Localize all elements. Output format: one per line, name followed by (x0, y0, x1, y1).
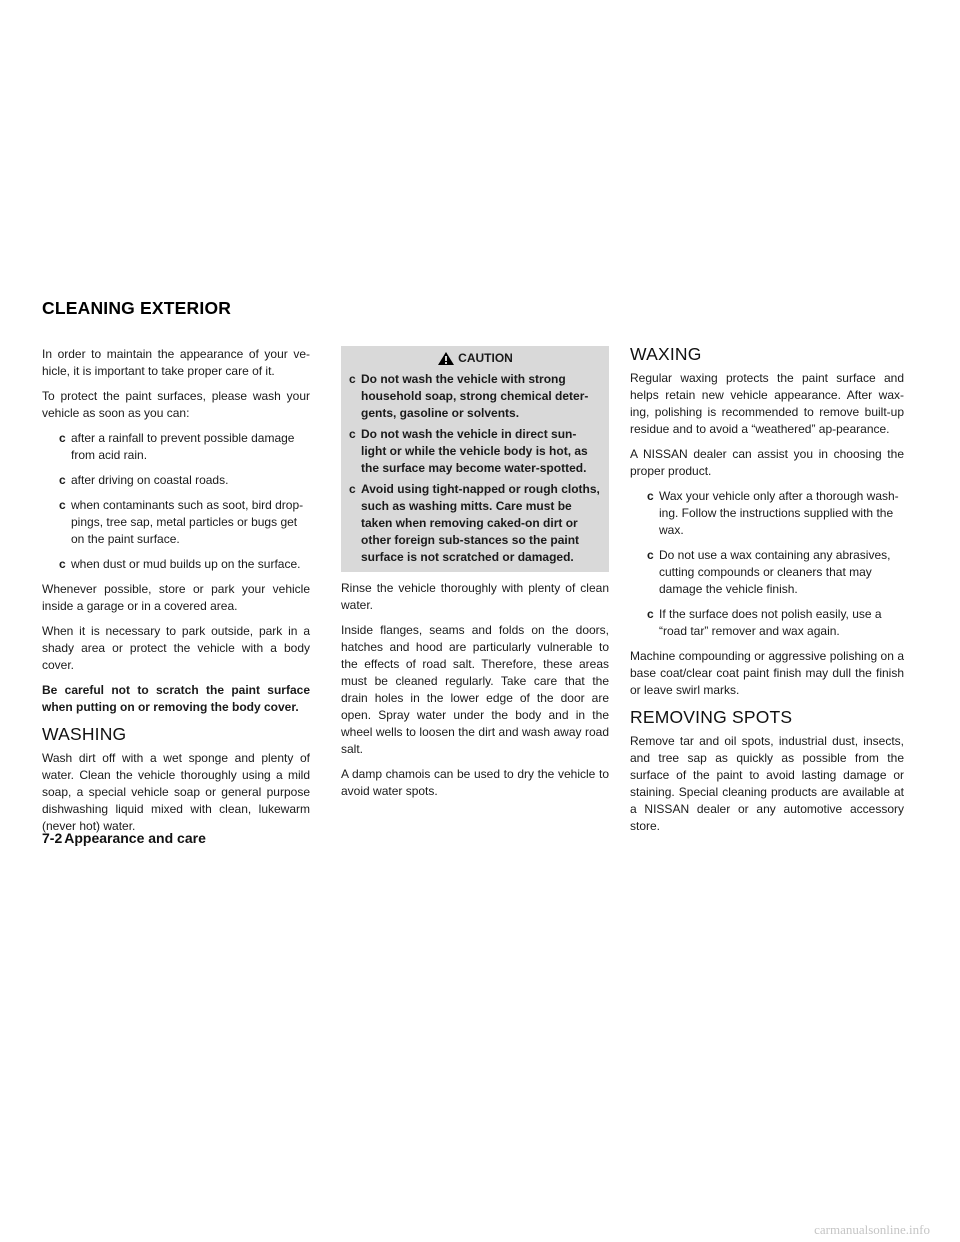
park-outside-paragraph: When it is necessary to park outside, park in a shady area or protect the vehicle with a body cover. (42, 624, 310, 672)
chapter-title: Appearance and care (64, 830, 206, 846)
protect-paragraph: To protect the paint surfaces, please wash your vehicle as soon as you can: (42, 389, 310, 420)
bullet-icon: c (647, 489, 654, 503)
bullet-icon: c (59, 557, 66, 571)
column-left (42, 346, 310, 843)
list-item: c after a rainfall to prevent possible damage from acid rain. (59, 431, 295, 462)
list-item: c after driving on coastal roads. (59, 473, 229, 487)
intro-paragraph: In order to maintain the appearance of your ve-hicle, it is important to take proper care of it. (42, 347, 310, 378)
washing-heading: WASHING (42, 724, 127, 744)
bullet-icon: c (647, 548, 654, 562)
bullet-icon: c (349, 427, 356, 441)
caution-item: c Avoid using tight-napped or rough cloths, such as washing mitts. Care must be taken when removing caked-on dirt or other foreign sub-stances so the paint surface is not scratched or damaged. (349, 482, 600, 564)
washing-paragraph: Wash dirt off with a wet sponge and plenty of water. Clean the vehicle thoroughly using a mild soap, a special vehicle soap or general purpose dishwashing liquid mixed with clean, lukewarm (never hot) water. (42, 751, 310, 833)
section-title: CLEANING EXTERIOR (42, 298, 232, 318)
waxing-heading: WAXING (630, 344, 702, 364)
rinse-paragraph: Rinse the vehicle thoroughly with plenty of clean water. (341, 581, 609, 612)
bullet-icon: c (349, 482, 356, 496)
chamois-paragraph: A damp chamois can be used to dry the vehicle to avoid water spots. (341, 767, 609, 798)
caution-label: CAUTION (458, 351, 513, 365)
caution-box (341, 346, 609, 572)
column-middle (341, 346, 609, 808)
warning-icon (437, 351, 455, 366)
caution-item: c Do not wash the vehicle with strong household soap, strong chemical deter-gents, gasoline or solvents. (349, 372, 589, 420)
list-item: c when contaminants such as soot, bird drop-pings, tree sap, metal particles or bugs get on the paint surface. (59, 498, 304, 546)
scratch-warning: Be careful not to scratch the paint surface when putting on or removing the body cover. (42, 683, 310, 714)
store-paragraph: Whenever possible, store or park your vehicle inside a garage or in a covered area. (42, 582, 310, 613)
caution-header (349, 350, 601, 367)
bullet-icon: c (647, 607, 654, 621)
page-number: 7-2 (42, 830, 63, 846)
bullet-icon: c (59, 498, 66, 512)
column-right (630, 346, 904, 843)
spots-paragraph: Remove tar and oil spots, industrial dust, insects, and tree sap as quickly as possible from the surface of the paint to avoid lasting damage or staining. Special cleaning products are available at a NISSAN dealer or any automotive accessory store. (630, 734, 904, 833)
bullet-icon: c (59, 431, 66, 445)
page-footer (42, 830, 206, 846)
waxing-paragraph: Regular waxing protects the paint surface and helps retain new vehicle appearance. After wax-ing, polishing is recommended to remove built-up residue and to avoid a “weathered” ap-pearance. (630, 371, 904, 436)
watermark: carmanualsonline.info (814, 1222, 930, 1237)
removing-spots-heading: REMOVING SPOTS (630, 707, 793, 727)
bullet-icon: c (59, 473, 66, 487)
list-item: c Do not use a wax containing any abrasives, cutting compounds or cleaners that may damage the vehicle finish. (647, 548, 891, 596)
road-salt-paragraph: Inside flanges, seams and folds on the doors, hatches and hood are particularly vulnerable to the effects of road salt. Therefore, these areas must be cleaned regularly. Take care that the drain holes in the lower edge of the door are open. Spray water under the body and in the wheel wells to loosen the dirt and wash away road salt. (341, 623, 609, 756)
dealer-paragraph: A NISSAN dealer can assist you in choosing the proper product. (630, 447, 904, 478)
bullet-icon: c (349, 372, 356, 386)
list-item: c when dust or mud builds up on the surface. (59, 557, 301, 571)
caution-item: c Do not wash the vehicle in direct sun-light or while the vehicle body is hot, as the surface may become water-spotted. (349, 427, 588, 475)
list-item: c If the surface does not polish easily, use a “road tar” remover and wax again. (647, 607, 882, 638)
compounding-paragraph: Machine compounding or aggressive polishing on a base coat/clear coat paint finish may dull the finish or leave swirl marks. (630, 649, 904, 697)
list-item: c Wax your vehicle only after a thorough wash-ing. Follow the instructions supplied with the wax. (647, 489, 899, 537)
